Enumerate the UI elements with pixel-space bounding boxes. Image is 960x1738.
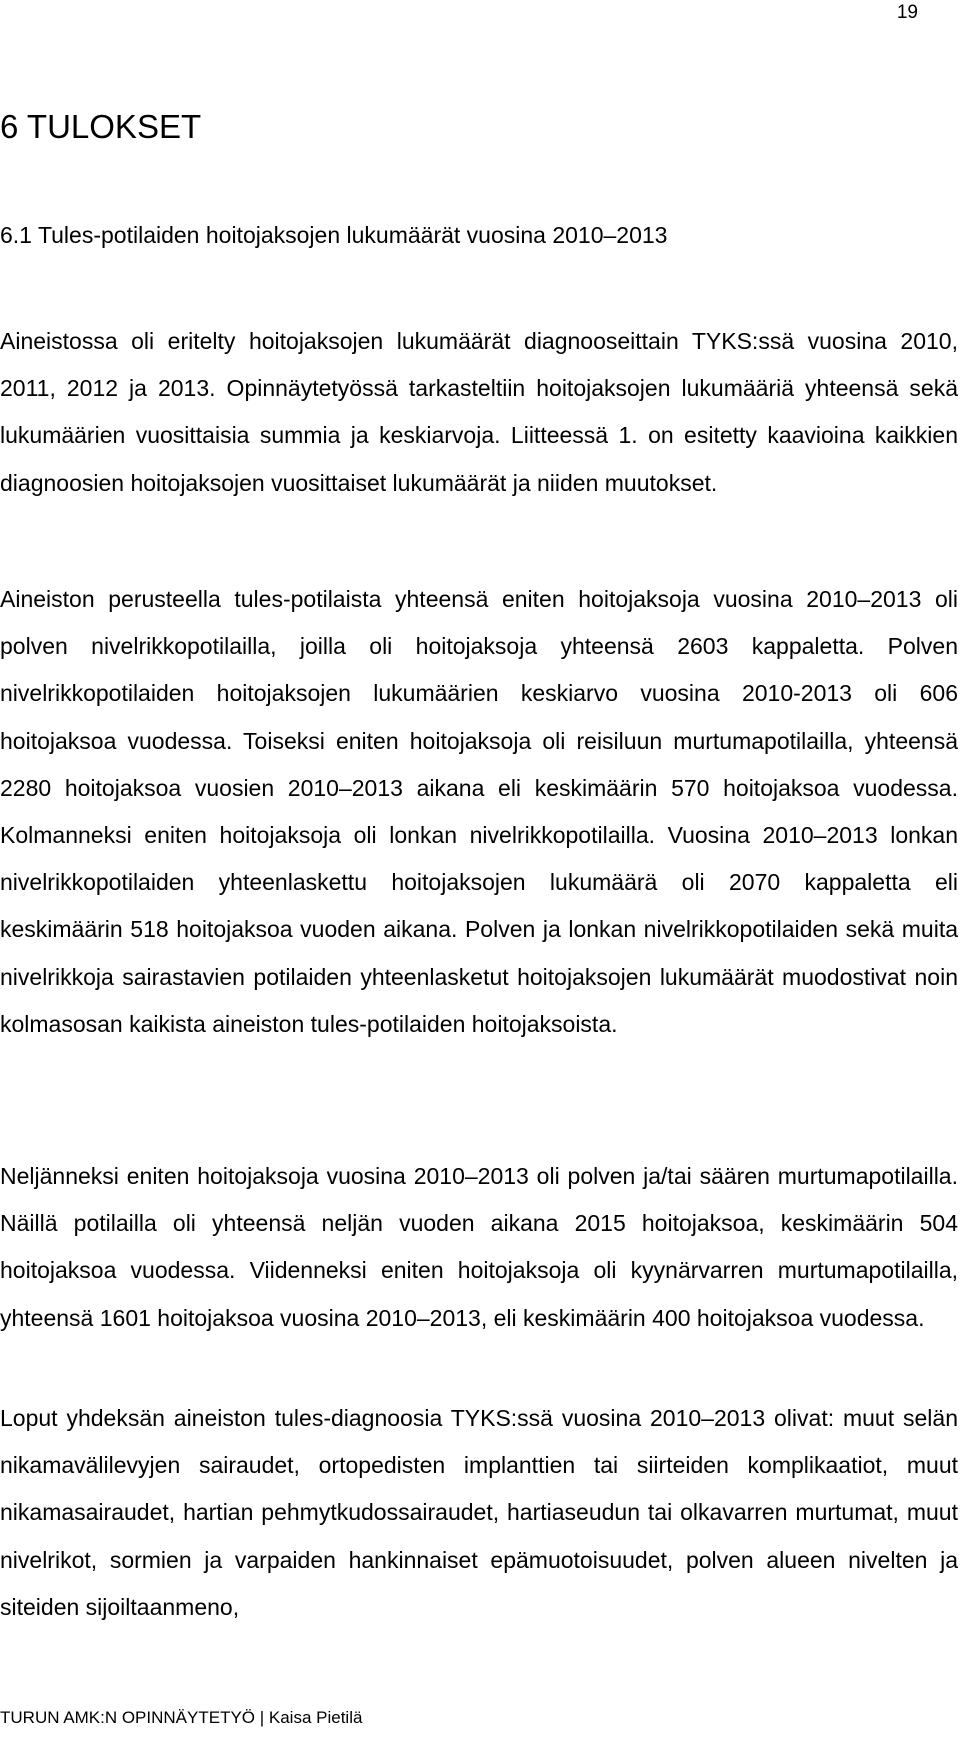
- body-paragraph: Loput yhdeksän aineiston tules-diagnoosia TYKS:ssä vuosina 2010–2013 olivat: muut selän nikamavälilevyjen sairaudet, ortopedisten implanttien tai siirteiden komplikaatiot, muut nikamasairaudet, hartian pehmytkudossairaudet, hartiaseudun tai olkavarren murtumat, muut nivelrikot, sormien ja varpaiden hankinnaiset epämuotoisuudet, polven alueen nivelten ja siteiden sijoiltaanmeno,: [0, 1405, 958, 1620]
- section-title: 6.1 Tules-potilaiden hoitojaksojen lukumäärät vuosina 2010–2013: [0, 222, 668, 248]
- body-paragraph: Neljänneksi eniten hoitojaksoja vuosina 2010–2013 oli polven ja/tai säären murtumapotilailla. Näillä potilailla oli yhteensä neljän vuoden aikana 2015 hoitojaksoa, keskimäärin 504 hoitojaksoa vuodessa. Viidenneksi eniten hoitojaksoja oli kyynärvarren murtumapotilailla, yhteensä 1601 hoitojaksoa vuosina 2010–2013, eli keskimäärin 400 hoitojaksoa vuodessa.: [0, 1163, 958, 1331]
- chapter-title: 6 TULOKSET: [0, 108, 202, 145]
- page-footer: TURUN AMK:N OPINNÄYTETYÖ | Kaisa Pietilä: [0, 1708, 363, 1727]
- body-paragraph: Aineistossa oli eritelty hoitojaksojen lukumäärät diagnooseittain TYKS:ssä vuosina 2010, 2011, 2012 ja 2013. Opinnäytetyössä tarkasteltiin hoitojaksojen lukumääriä yhteensä sekä lukumäärien vuosittaisia summia ja keskiarvoja. Liitteessä 1. on esitetty kaavioina kaikkien diagnoosien hoitojaksojen vuosittaiset lukumäärät ja niiden muutokset.: [0, 328, 958, 496]
- page-number: 19: [896, 2, 918, 23]
- body-paragraph: Aineiston perusteella tules-potilaista yhteensä eniten hoitojaksoja vuosina 2010–2013 oli polven nivelrikkopotilailla, joilla oli hoitojaksoja yhteensä 2603 kappaletta. Polven nivelrikkopotilaiden hoitojaksojen lukumäärien keskiarvo vuosina 2010-2013 oli 606 hoitojaksoa vuodessa. Toiseksi eniten hoitojaksoja oli reisiluun murtumapotilailla, yhteensä 2280 hoitojaksoa vuosien 2010–2013 aikana eli keskimäärin 570 hoitojaksoa vuodessa. Kolmanneksi eniten hoitojaksoja oli lonkan nivelrikkopotilailla. Vuosina 2010–2013 lonkan nivelrikkopotilaiden yhteenlaskettu hoitojaksojen lukumäärä oli 2070 kappaletta eli keskimäärin 518 hoitojaksoa vuoden aikana. Polven ja lonkan nivelrikkopotilaiden sekä muita nivelrikkoja sairastavien potilaiden yhteenlasketut hoitojaksojen lukumäärät muodostivat noin kolmasosan kaikista aineiston tules-potilaiden hoitojaksoista.: [0, 586, 958, 1037]
